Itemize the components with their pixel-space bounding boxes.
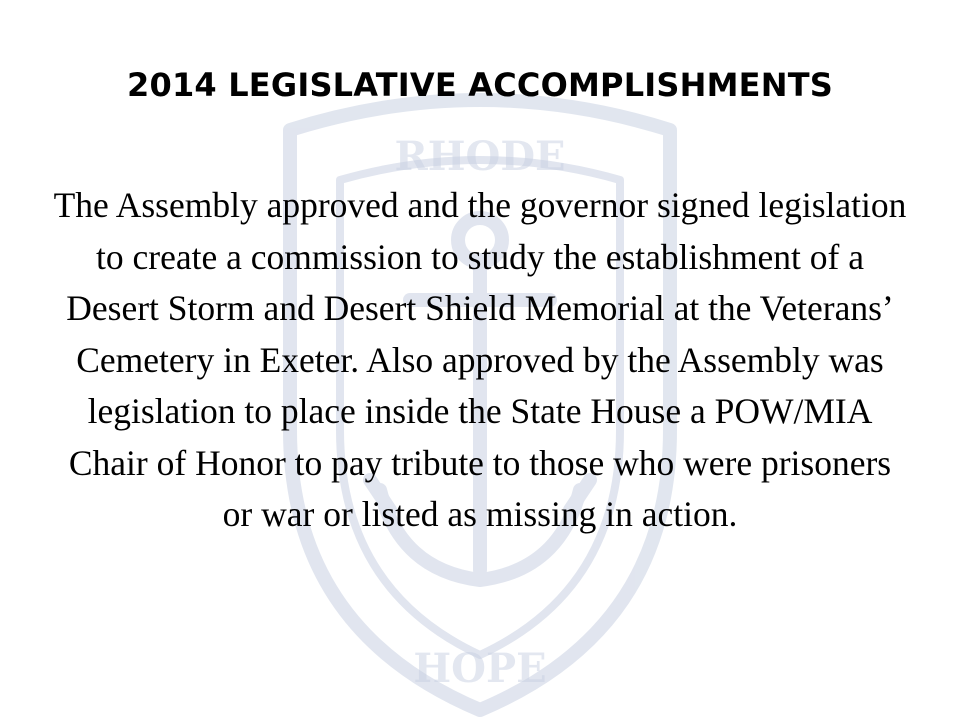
seal-top-word: RHODE: [394, 133, 566, 180]
slide-title: 2014 LEGISLATIVE ACCOMPLISHMENTS: [127, 66, 833, 104]
slide-body-text: The Assembly approved and the governor signed legislation to create a commission to study the establishment of a Desert Storm and Desert Shield Memorial at the Veterans’ Cemetery in Exeter. Also approved by the Assembly was legislation to place inside the State House a POW/MIA Chair of Honor to pay tribute to those who were prisoners or war or listed as missing in action.: [53, 185, 907, 534]
seal-bottom-word: HOPE: [413, 645, 547, 692]
